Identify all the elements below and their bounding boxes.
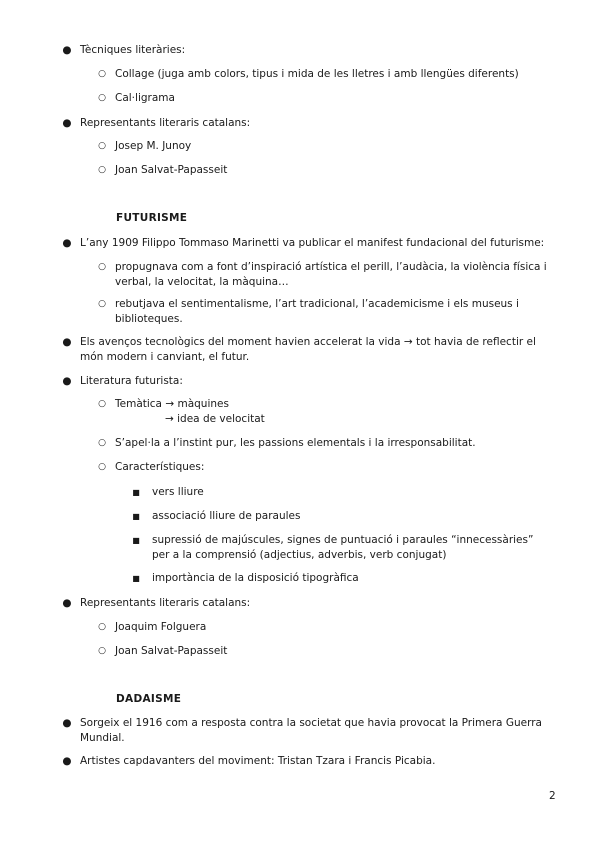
circle-bullet-icon: ○ (98, 262, 106, 272)
circle-bullet-icon: ○ (98, 69, 106, 79)
list-item-text: Tècniques literàries: (80, 44, 186, 56)
list-item-text: S’apel·la a l’instint pur, les passions elementals i la irresponsabilitat. (115, 437, 476, 449)
bullet-icon: ● (62, 117, 72, 129)
list-item-text: Representants literaris catalans: (80, 597, 251, 609)
list-item-text: supressió de majúscules, signes de puntuació i paraules “innecessàries” per a la comprensió (adjectius, adverbis, verb conjugat) (152, 534, 534, 561)
list-item-text: rebutjava el sentimentalisme, l’art tradicional, l’academicisme i els museus i biblioteques. (115, 298, 519, 325)
page-number: 2 (549, 790, 556, 802)
list-item-text: L’any 1909 Filippo Tommaso Marinetti va publicar el manifest fundacional del futurisme: (80, 237, 545, 249)
square-bullet-icon: ■ (132, 512, 140, 521)
list-item-text: Els avenços tecnològics del moment havien accelerat la vida → tot havia de reflectir el món modern i canviant, el futur. (80, 336, 536, 363)
bullet-icon: ● (62, 597, 72, 609)
section-heading: DADAISME (116, 693, 182, 705)
bullet-icon: ● (62, 755, 72, 767)
list-item-text: Joaquim Folguera (115, 621, 207, 633)
list-item-text: importància de la disposició tipogràfica (152, 572, 359, 584)
list-item-text: Cal·ligrama (115, 92, 175, 104)
section-heading: FUTURISME (116, 212, 188, 224)
circle-bullet-icon: ○ (98, 462, 106, 472)
list-item-text: Joan Salvat-Papasseit (115, 164, 228, 176)
bullet-icon: ● (62, 44, 72, 56)
bullet-icon: ● (62, 336, 72, 348)
list-item-text: propugnava com a font d’inspiració artística el perill, l’audàcia, la violència física i verbal, la velocitat, la màquina… (115, 261, 547, 288)
circle-bullet-icon: ○ (98, 438, 106, 448)
list-item-text: Artistes capdavanters del moviment: Tristan Tzara i Francis Picabia. (80, 755, 436, 767)
list-item-text: Representants literaris catalans: (80, 117, 251, 129)
list-item-text: Collage (juga amb colors, tipus i mida de les lletres i amb llengües diferents) (115, 68, 519, 80)
list-item-continuation: → idea de velocitat (165, 413, 265, 425)
circle-bullet-icon: ○ (98, 299, 106, 309)
bullet-icon: ● (62, 237, 72, 249)
square-bullet-icon: ■ (132, 536, 140, 545)
list-item-text: Sorgeix el 1916 com a resposta contra la societat que havia provocat la Primera Guerra Mundial. (80, 717, 542, 744)
square-bullet-icon: ■ (132, 488, 140, 497)
list-item-text: Literatura futurista: (80, 375, 183, 387)
circle-bullet-icon: ○ (98, 93, 106, 103)
bullet-icon: ● (62, 717, 72, 729)
circle-bullet-icon: ○ (98, 141, 106, 151)
list-item-text: Joan Salvat-Papasseit (115, 645, 228, 657)
list-item-text: vers lliure (152, 486, 204, 498)
square-bullet-icon: ■ (132, 574, 140, 583)
circle-bullet-icon: ○ (98, 622, 106, 632)
list-item-text: Josep M. Junoy (115, 140, 192, 152)
bullet-icon: ● (62, 375, 72, 387)
circle-bullet-icon: ○ (98, 646, 106, 656)
list-item-text: Característiques: (115, 461, 205, 473)
circle-bullet-icon: ○ (98, 165, 106, 175)
list-item-text: Temàtica → màquines (115, 398, 229, 410)
list-item-text: associació lliure de paraules (152, 510, 301, 522)
circle-bullet-icon: ○ (98, 399, 106, 409)
